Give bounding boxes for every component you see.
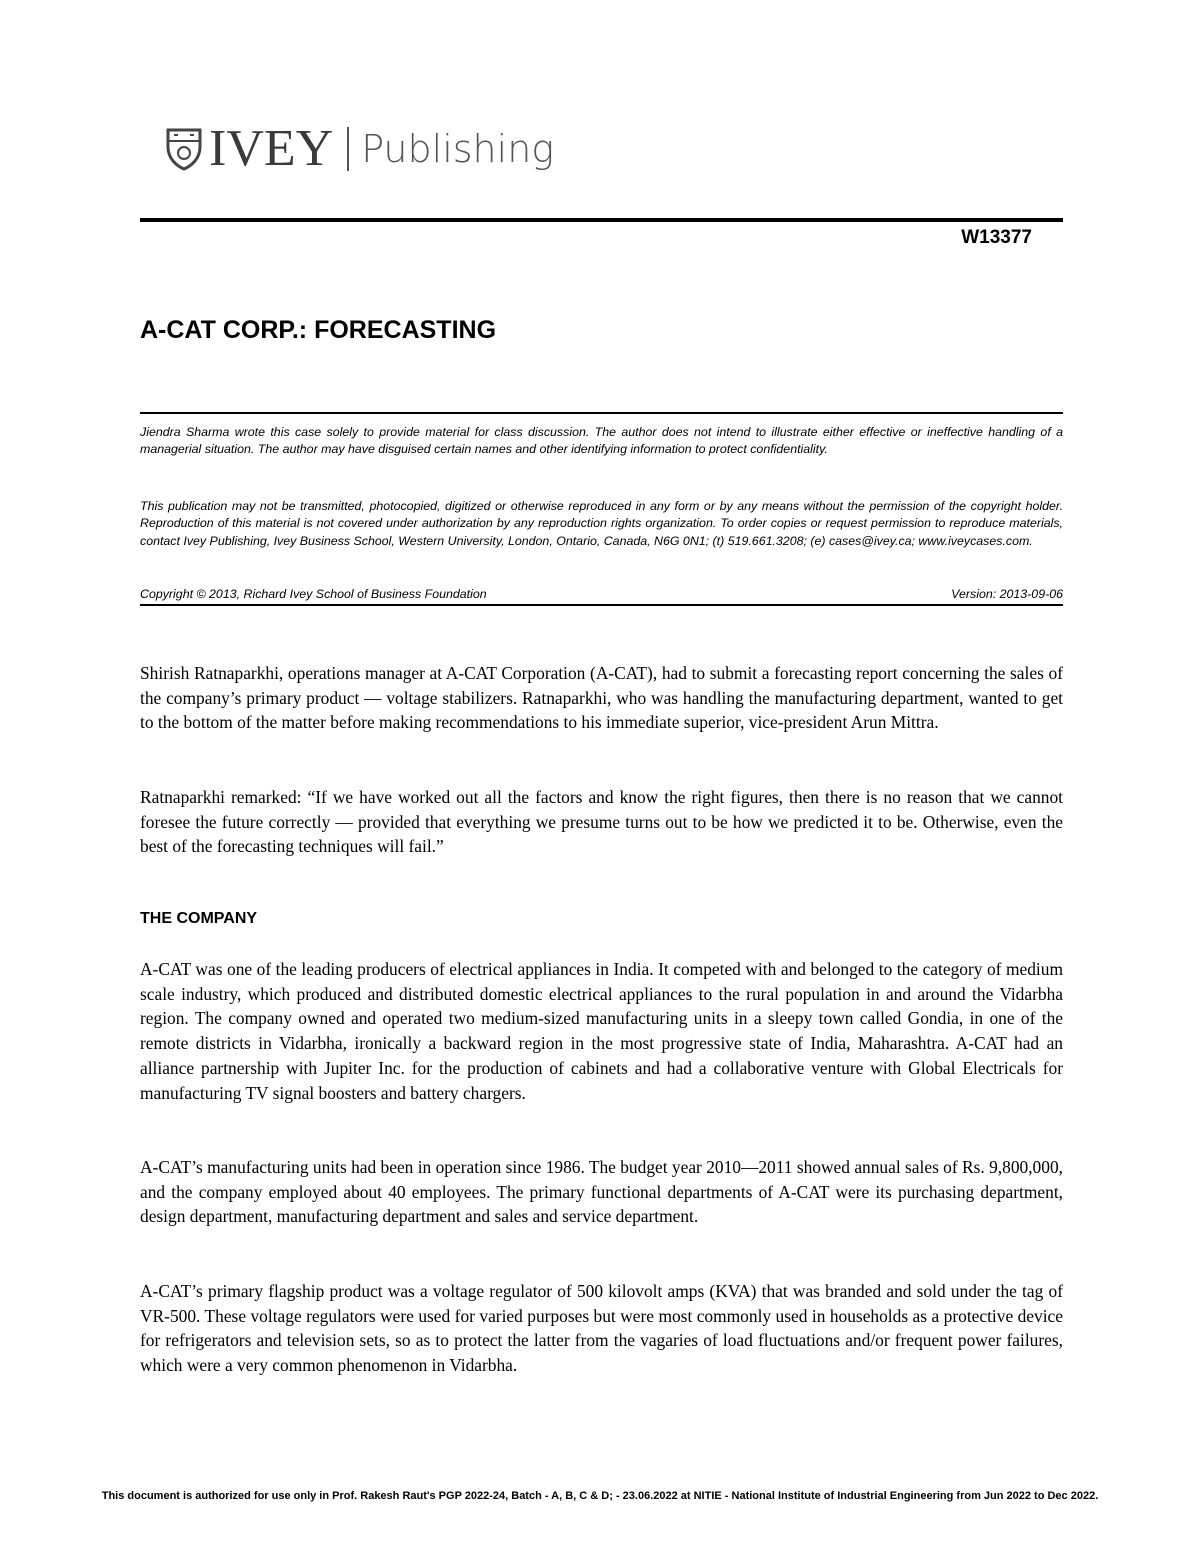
section-heading-company: THE COMPANY xyxy=(140,910,258,927)
crest-icon xyxy=(165,127,203,171)
case-number: W13377 xyxy=(961,227,1032,248)
case-title: A-CAT CORP.: FORECASTING xyxy=(140,316,497,344)
paragraph-intro: Shirish Ratnaparkhi, operations manager at A-CAT Corporation (A-CAT), had to submit a forecasting report concerning the sales of the company’s primary product — voltage stabilizers. Ratnaparkhi, who was handling the manufacturing department, wanted to get to the bottom of the matter before making recommendations to his immediate superior, vice-president Arun Mittra. xyxy=(140,663,1063,733)
version-text: Version: 2013-09-06 xyxy=(951,587,1063,601)
logo-brand: IVEY xyxy=(209,120,334,177)
header-rule xyxy=(140,218,1063,222)
logo-publishing: Publishing xyxy=(361,127,555,171)
authorization-footer: This document is authorized for use only in Prof. Rakesh Raut's PGP 2022-24, Batch - A, B, C & D; - 23.06.2022 at NITIE - National Institute of Industrial Engineering from Jun 2022 to Dec 2022. xyxy=(101,1490,1099,1502)
copyright-text: Copyright © 2013, Richard Ivey School of Business Foundation xyxy=(140,587,487,601)
permission-note: This publication may not be transmitted, photocopied, digitized or otherwise reproduced in any form or by any means without the permission of the copyright holder. Reproduction of this material is not covered under authorization by any reproduction rights organization. To order copies or request permission to reproduce materials, contact Ivey Publishing, Ivey Business School, Western University, London, Ontario, Canada, N6G 0N1; (t) 519.661.3208; (e) cases@ivey.ca; www.iveycases.com. xyxy=(140,499,1063,548)
logo-divider xyxy=(347,127,349,171)
paragraph-company: A-CAT was one of the leading producers of electrical appliances in India. It competed with and belonged to the category of medium scale industry, which produced and distributed domestic electrical appliances to the rural population in and around the Vidarbha region. The company owned and operated two medium-sized manufacturing units in a sleepy town called Gondia, in one of the remote districts in Vidarbha, ironically a backward region in the most progressive state of India, Maharashtra. A-CAT had an alliance partnership with Jupiter Inc. for the production of cabinets and had a collaborative venture with Global Electricals for manufacturing TV signal boosters and battery chargers. xyxy=(140,959,1063,1103)
notice-top-rule xyxy=(140,412,1063,414)
author-note: Jiendra Sharma wrote this case solely to provide material for class discussion. The author does not intend to illustrate either effective or ineffective handling of a managerial situation. The author may have disguised certain names and other identifying information to protect confidentiality. xyxy=(140,425,1063,457)
paragraph-operations: A-CAT’s manufacturing units had been in operation since 1986. The budget year 2010—2011 showed annual sales of Rs. 9,800,000, and the company employed about 40 employees. The primary functional departments of A-CAT were its purchasing department, design department, manufacturing department and sales and service department. xyxy=(140,1157,1063,1227)
notice-bottom-rule xyxy=(140,604,1063,606)
paragraph-product: A-CAT’s primary flagship product was a voltage regulator of 500 kilovolt amps (KVA) that was branded and sold under the tag of VR-500. These voltage regulators were used for varied purposes but were most commonly used in households as a protective device for refrigerators and television sets, so as to protect the latter from the vagaries of load fluctuations and/or frequent power failures, which were a very common phenomenon in Vidarbha. xyxy=(140,1281,1063,1376)
paragraph-quote: Ratnaparkhi remarked: “If we have worked out all the factors and know the right figures, then there is no reason that we cannot foresee the future correctly — provided that everything we presume turns out to be how we predicted it to be. Otherwise, even the best of the forecasting techniques will fail.” xyxy=(140,787,1063,857)
copyright-line xyxy=(140,587,1063,601)
ivey-publishing-logo xyxy=(165,118,554,180)
